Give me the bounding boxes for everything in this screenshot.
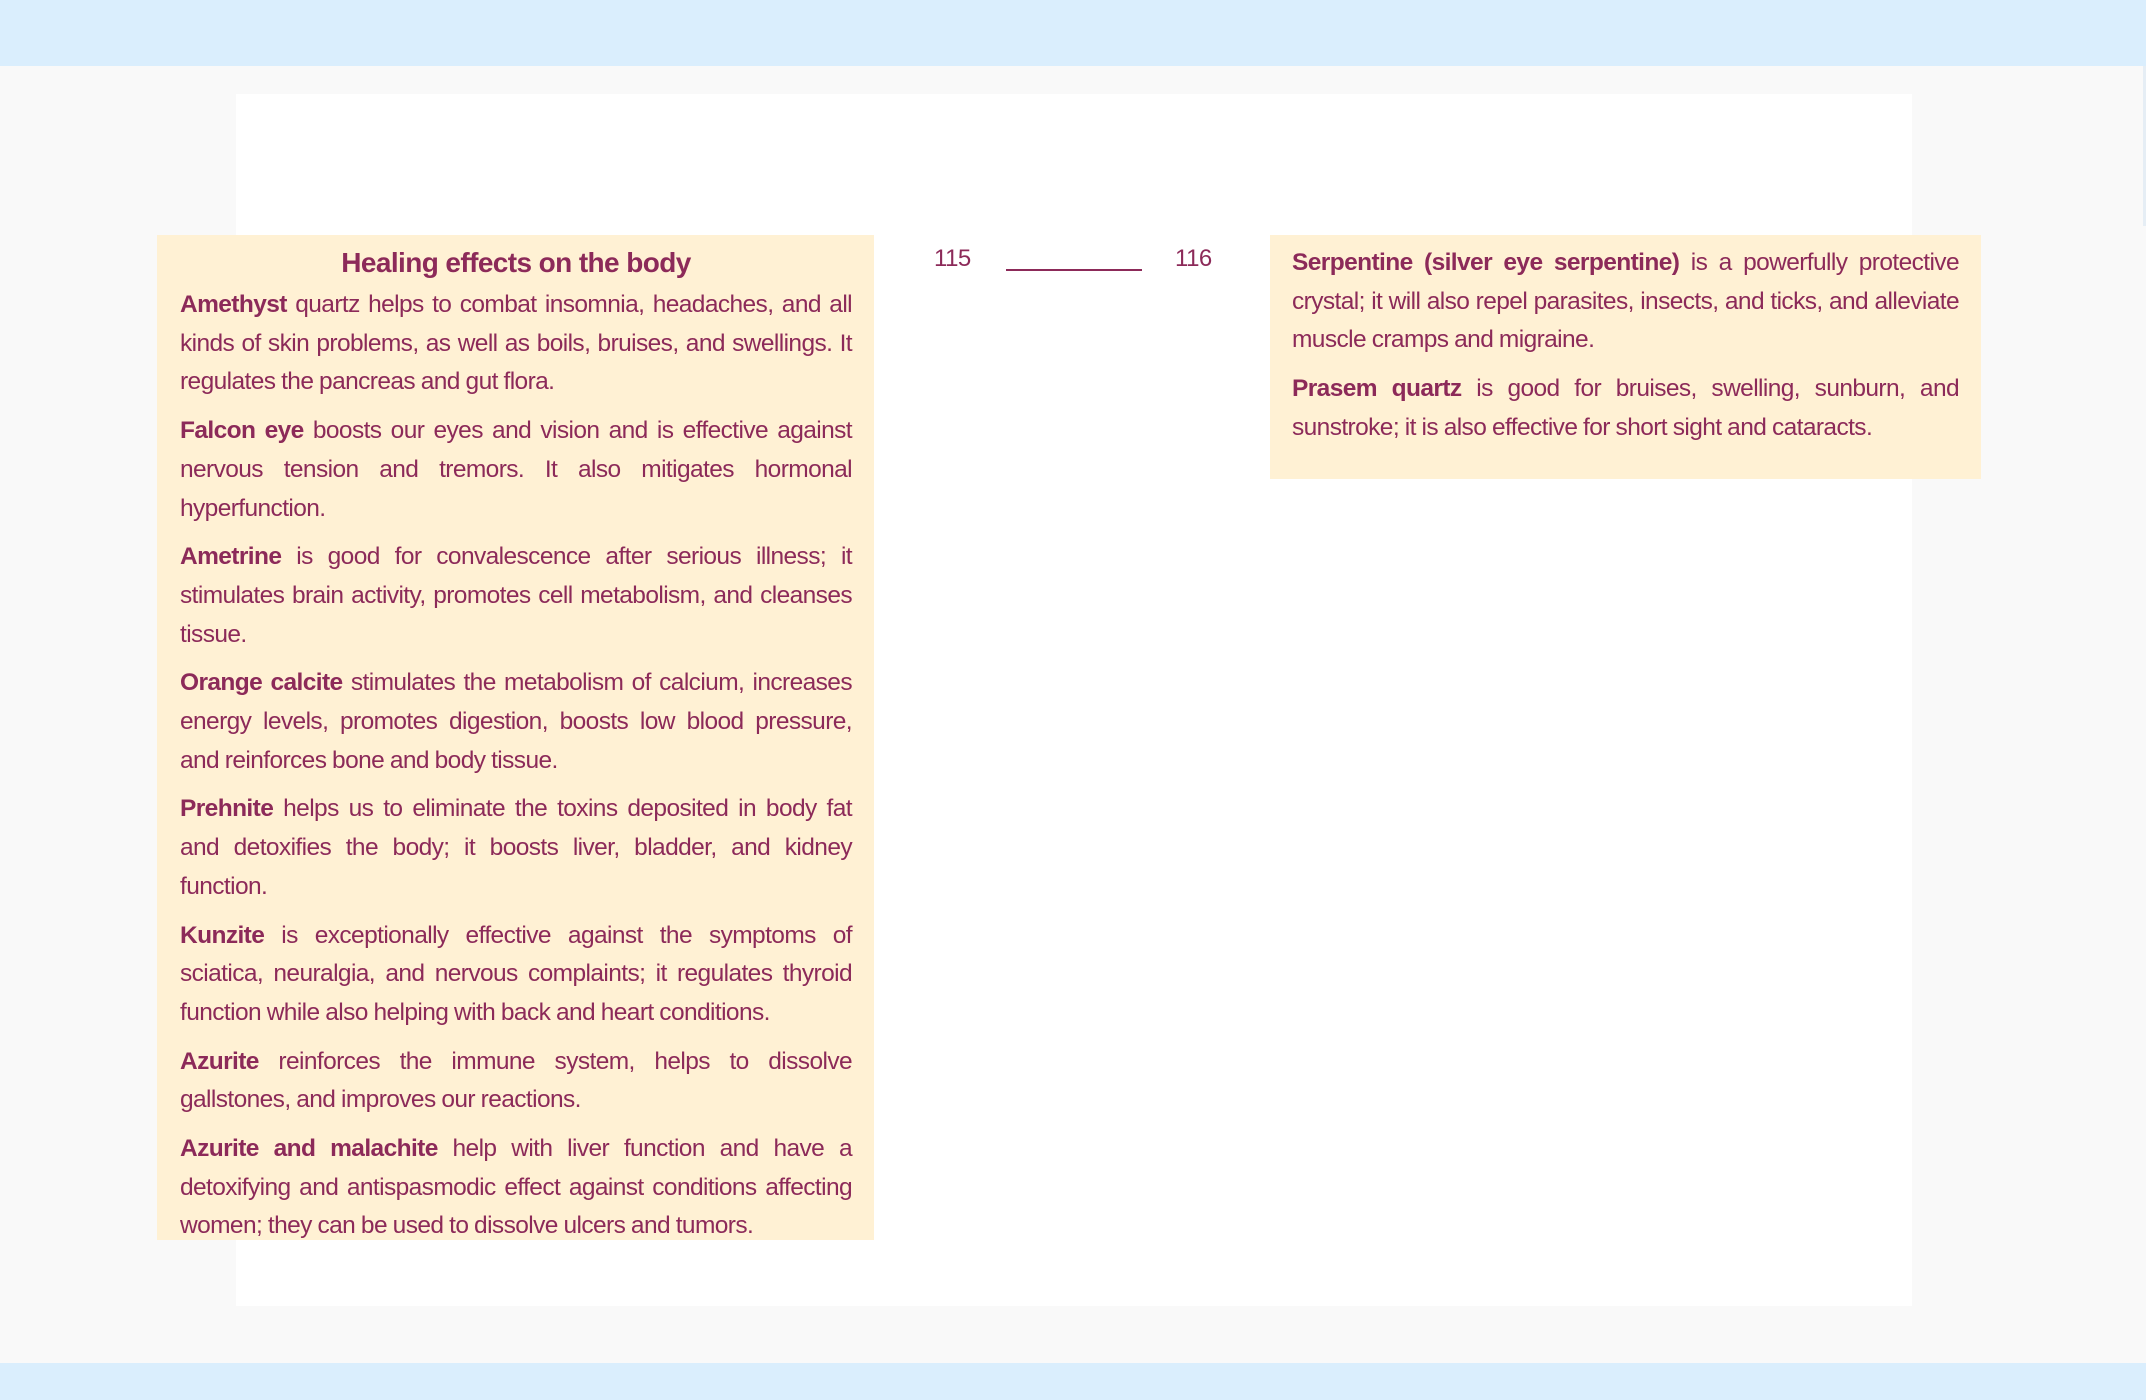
entry-text: reinforces the immune system, helps to dissolve gallstones, and improves our reactions. xyxy=(180,1047,852,1114)
entry-term: Azurite and malachite xyxy=(180,1135,438,1163)
entry-prehnite xyxy=(180,790,852,906)
page-number-left: 115 xyxy=(934,245,971,272)
entry-term: Prehnite xyxy=(180,795,274,823)
entry-falcon-eye xyxy=(180,412,852,528)
entry-term: Ametrine xyxy=(180,543,282,571)
entry-azurite-and-malachite xyxy=(180,1130,852,1246)
page-divider-rule xyxy=(1006,269,1142,271)
entry-text: is good for convalescence after serious illness; it stimulates brain activity, promotes cell metabolism, and cleanses tissue. xyxy=(180,543,852,648)
entry-azurite xyxy=(180,1043,852,1120)
entry-term: Orange calcite xyxy=(180,669,343,697)
continued-entries-box xyxy=(1270,235,1981,479)
healing-effects-box xyxy=(157,235,874,1240)
entry-text: is exceptionally effective against the symptoms of sciatica, neuralgia, and nervous complaints; it regulates thyroid function while also helping with back and heart conditions. xyxy=(180,921,852,1026)
entry-orange-calcite xyxy=(180,664,852,780)
entry-prasem-quartz xyxy=(1292,370,1959,447)
entry-text: quartz helps to combat insomnia, headaches, and all kinds of skin problems, as well as boils, bruises, and swellings. It regulates the pancreas and gut flora. xyxy=(180,291,852,396)
entry-term: Azurite xyxy=(180,1047,259,1075)
entry-term: Kunzite xyxy=(180,921,265,949)
entry-term: Serpentine (silver eye serpentine) xyxy=(1292,249,1680,276)
bottom-band xyxy=(0,1363,2146,1400)
entry-kunzite xyxy=(180,917,852,1033)
entry-text: boosts our eyes and vision and is effective against nervous tension and tremors. It also mitigates hormonal hyperfunction. xyxy=(180,417,853,522)
top-band xyxy=(0,0,2146,66)
entry-ametrine xyxy=(180,538,852,654)
entry-term: Falcon eye xyxy=(180,417,304,445)
entry-text: is a powerfully protective crystal; it will also repel parasites, insects, and ticks, and alleviate muscle cramps and migraine. xyxy=(1292,249,1959,354)
entry-serpentine xyxy=(1292,244,1959,360)
box-title: Healing effects on the body xyxy=(341,247,691,278)
entry-text: is good for bruises, swelling, sunburn, and sunstroke; it is also effective for short sight and cataracts. xyxy=(1292,375,1960,441)
entry-text: stimulates the metabolism of calcium, increases energy levels, promotes digestion, boosts low blood pressure, and reinforces bone and body tissue. xyxy=(180,669,852,774)
entry-term: Amethyst xyxy=(180,291,287,318)
entry-text: help with liver function and have a detoxifying and antispasmodic effect against conditions affecting women; they can be used to dissolve ulcers and tumors. xyxy=(180,1135,852,1240)
entry-amethyst xyxy=(180,286,852,402)
page-number-right: 116 xyxy=(1175,245,1212,272)
entry-text: helps us to eliminate the toxins deposited in body fat and detoxifies the body; it boosts liver, bladder, and kidney function. xyxy=(180,795,852,900)
entry-term: Prasem quartz xyxy=(1292,375,1462,403)
